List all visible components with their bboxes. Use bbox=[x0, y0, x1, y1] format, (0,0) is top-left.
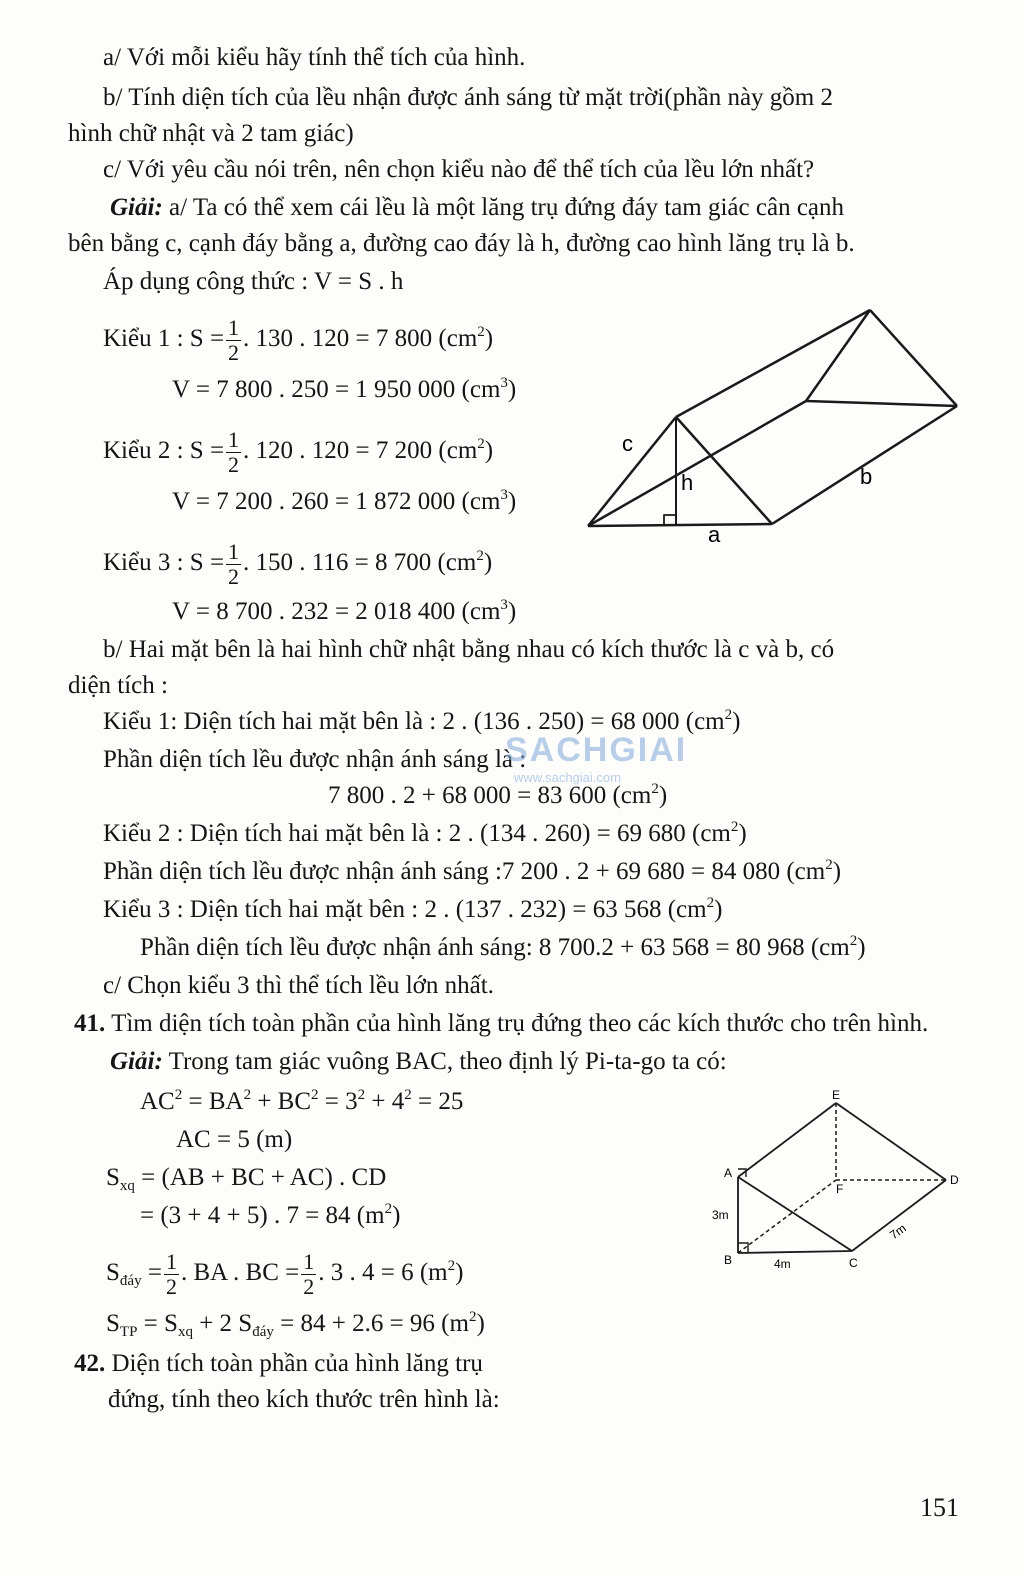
text-line: diện tích : bbox=[68, 672, 168, 699]
watermark-brand: SACHGIAI bbox=[505, 731, 688, 769]
edge-line bbox=[870, 310, 957, 406]
formula-line: $S_{xq} = (AB$ + BC + AC) . CD bbox=[106, 1164, 387, 1194]
fraction: $\frac{1}{2}$ bbox=[228, 539, 240, 589]
formula-label: Kiểu 3 : S = bbox=[103, 549, 225, 577]
label-7m: 7m bbox=[887, 1221, 909, 1243]
formula-text: . 130 . 120 = 7 800 (cm bbox=[243, 325, 478, 353]
text-line: Phần diện tích lều được nhận ánh sáng là : bbox=[103, 746, 527, 773]
watermark-url: www.sachgiai.com bbox=[514, 770, 621, 785]
fraction: $\frac{1}{2}$ bbox=[228, 427, 240, 477]
formula-line: = (3 + 4 + 5) . 7 = 84 $(m^2)$ bbox=[140, 1201, 401, 1229]
text-line bbox=[110, 192, 844, 224]
formula-text: . 120 . 120 = 7 200 (cm bbox=[243, 437, 478, 465]
text-span: a/ Ta có thể xem cái lều là một lăng trụ đứng đáy tam giác cân cạnh bbox=[169, 194, 845, 221]
formula-line: Kiểu 1 : S = $\frac{1}{2}$ . 130 . 120 = 7 800 $(cm^2)$ bbox=[103, 315, 494, 365]
edge-line bbox=[852, 1180, 946, 1251]
question-line bbox=[74, 1348, 483, 1380]
text-line: b/ Hai mặt bên là hai hình chữ nhật bằng nhau có kích thước là c và b, có bbox=[103, 636, 835, 663]
text-line: c/ Với yêu cầu nói trên, nên chọn kiểu nào để thể tích của lều lớn nhất? bbox=[103, 156, 815, 183]
label-c: C bbox=[849, 1256, 858, 1270]
edge-line bbox=[806, 310, 870, 401]
hidden-edge bbox=[738, 1180, 836, 1253]
formula-line: $AC^2 = BA^2 + BC^2 = 3^2 + 4^2 = 25$ bbox=[140, 1087, 464, 1115]
formula-text: V = 8 700 . 232 = 2 018 400 (cm bbox=[172, 598, 501, 625]
formula-text: V = 7 800 . 250 = 1 950 000 (cm bbox=[172, 376, 501, 403]
question-number: 41. bbox=[74, 1010, 106, 1037]
formula-line: Kiểu 2 : S = $\frac{1}{2}$ . 120 . 120 = 7 200 $(cm^2)$ bbox=[103, 427, 494, 477]
formula-line: $S_{đáy}$ = $\frac{1}{2}$ . BA . BC = $\frac{1}{2}$ . 3 . 4 = 6 $(m^2)$ bbox=[106, 1249, 464, 1299]
label-b: b bbox=[860, 464, 873, 489]
text-line: 7 800 . 2 + 68 000 = 83 600 $(cm^2)$ bbox=[328, 781, 668, 809]
formula-line: V = 7 200 . 260 = 1 872 000 $(cm^3)$ bbox=[172, 487, 517, 515]
text-line: Kiểu 1: Diện tích hai mặt bên là : 2 . (136 . 250) = 68 000 $(cm^2)$ bbox=[103, 707, 741, 735]
question-number: 42. bbox=[74, 1350, 106, 1377]
label-b: B bbox=[724, 1253, 733, 1267]
text-line: Áp dụng công thức : V = S . h bbox=[103, 268, 404, 295]
question-text: Diện tích toàn phần của hình lăng trụ bbox=[111, 1350, 483, 1377]
solution-label: Giải: bbox=[110, 194, 163, 221]
edge-line bbox=[836, 1103, 946, 1180]
label-3m: 3m bbox=[712, 1208, 729, 1222]
text-line: Phần diện tích lều được nhận ánh sáng: 8 700.2 + 63 568 = 80 968 $(cm^2)$ bbox=[140, 933, 866, 961]
page-number: 151 bbox=[920, 1493, 959, 1522]
text-line: Kiểu 2 : Diện tích hai mặt bên là : 2 . (134 . 260) = 69 680 $(cm^2)$ bbox=[103, 819, 747, 847]
label-h: h bbox=[681, 470, 694, 495]
label-a: a bbox=[708, 522, 721, 547]
edge-line bbox=[588, 524, 772, 526]
fraction: $\frac{1}{2}$ bbox=[228, 315, 240, 365]
edge-line bbox=[738, 1251, 852, 1253]
question-text: Tìm diện tích toàn phần của hình lăng trụ đứng theo các kích thước cho trên hình. bbox=[111, 1010, 929, 1037]
text-line: b/ Tính diện tích của lều nhận được ánh sáng từ mặt trời(phần này gồm 2 bbox=[103, 84, 833, 111]
fraction: $\frac{1}{2}$ bbox=[303, 1249, 315, 1299]
solution-label: Giải: bbox=[110, 1048, 163, 1075]
text-line: bên bằng c, cạnh đáy bằng a, đường cao đáy là h, đường cao hình lăng trụ là b. bbox=[68, 230, 855, 257]
formula-line: V = 7 800 . 250 = 1 950 000 $(cm^3)$ bbox=[172, 375, 517, 403]
edge-line bbox=[806, 401, 957, 406]
formula-line: $S_{TP} = S_{xq} + 2$ $S_{đáy} = 84 + 2.6 = 96$ $(m^2)$ bbox=[106, 1309, 485, 1340]
formula-label: Kiểu 1 : S = bbox=[103, 325, 225, 353]
prism-figure bbox=[700, 1085, 970, 1285]
formula-line: V = 8 700 . 232 = 2 018 400 $(cm^3)$ bbox=[172, 597, 517, 625]
text-line: đứng, tính theo kích thước trên hình là: bbox=[108, 1386, 500, 1413]
edge-line bbox=[588, 401, 806, 526]
formula-text: . 150 . 116 = 8 700 (cm bbox=[243, 549, 477, 577]
label-d: D bbox=[950, 1173, 959, 1187]
label-f: F bbox=[836, 1182, 844, 1196]
text-line: Kiểu 3 : Diện tích hai mặt bên : 2 . (137 . 232) = 63 568 $(cm^2)$ bbox=[103, 895, 723, 923]
right-angle-mark bbox=[664, 515, 676, 525]
text-line: Giải: Trong tam giác vuông BAC, theo định lý Pi-ta-go ta có: bbox=[110, 1048, 727, 1075]
text-line: hình chữ nhật và 2 tam giác) bbox=[68, 120, 354, 147]
label-c: c bbox=[622, 431, 633, 456]
formula-text: V = 7 200 . 260 = 1 872 000 (cm bbox=[172, 488, 501, 515]
fraction: $\frac{1}{2}$ bbox=[165, 1249, 177, 1299]
question-line bbox=[74, 1008, 928, 1040]
watermark bbox=[505, 730, 688, 786]
edge-line bbox=[738, 1103, 836, 1177]
label-4m: 4m bbox=[774, 1257, 791, 1271]
formula-line: Kiểu 3 : S = $\frac{1}{2}$ . 150 . 116 = 8 700 $(cm^2)$ bbox=[103, 539, 493, 589]
text-line: Phần diện tích lều được nhận ánh sáng :7 200 . 2 + 69 680 = 84 080 $(cm^2)$ bbox=[103, 857, 842, 885]
tent-prism-figure bbox=[580, 300, 970, 560]
formula-line: AC = 5 (m) bbox=[176, 1126, 293, 1153]
label-e: E bbox=[832, 1088, 841, 1102]
text-line: c/ Chọn kiểu 3 thì thể tích lều lớn nhất. bbox=[103, 972, 494, 999]
formula-label: Kiểu 2 : S = bbox=[103, 437, 225, 465]
text-line: a/ Với mỗi kiểu hãy tính thể tích của hình. bbox=[103, 44, 526, 71]
label-a: A bbox=[724, 1166, 733, 1180]
